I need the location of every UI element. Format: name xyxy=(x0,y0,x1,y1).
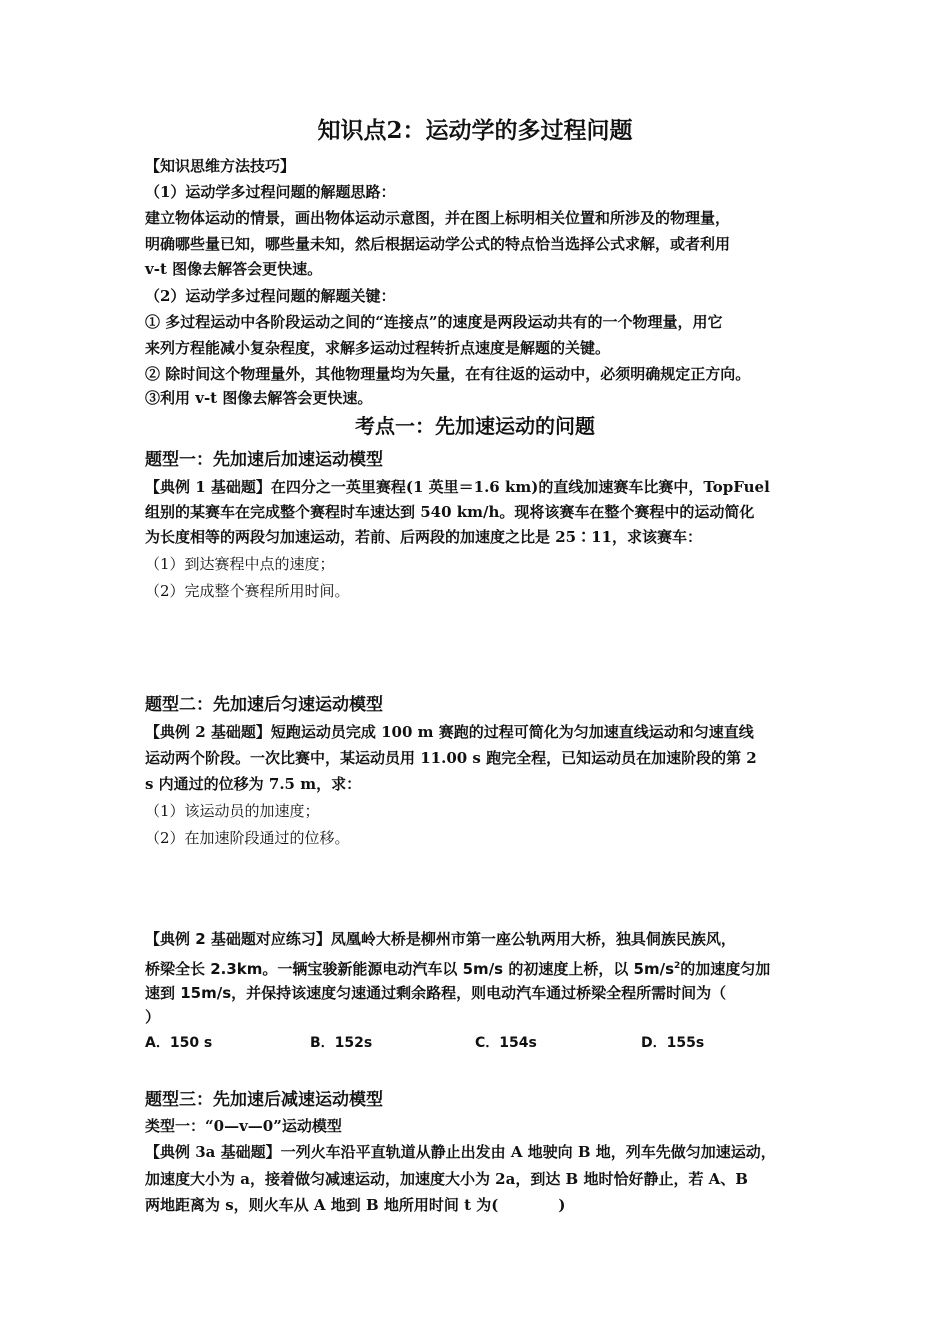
type2-question: （2）在加速阶段通过的位移。 xyxy=(145,829,350,847)
method-p1-line: 建立物体运动的情景，画出物体运动示意图，并在图上标明相关位置和所涉及的物理量， xyxy=(145,209,731,227)
method-p1-line: v-t 图像去解答会更快速。 xyxy=(145,260,323,278)
method-p2-line: ② 除时间这个物理量外，其他物理量均为矢量，在有往返的运动中，必须明确规定正方向。 xyxy=(145,365,751,383)
type3-subheading: 类型一：“0—v—0”运动模型 xyxy=(145,1117,342,1135)
type1-line: 组别的某赛车在完成整个赛程时车速达到 540 km/h。现将该赛车在整个赛程中的运动简化 xyxy=(145,503,755,521)
type2-line: s 内通过的位移为 7.5 m，求： xyxy=(145,775,362,793)
method-p2-line: ① 多过程运动中各阶段运动之间的“连接点”的速度是两段运动共有的一个物理量，用它 xyxy=(145,313,723,331)
practice-line: 桥梁全长 2.3km。一辆宝骏新能源电动汽车以 5m/s 的初速度上桥，以 $5m/s^2$的加速度匀加 xyxy=(145,960,771,978)
option-d: D．155s xyxy=(641,1035,705,1051)
type1-question: （1）到达赛程中点的速度； xyxy=(145,555,335,573)
option-b: B．152s xyxy=(310,1035,373,1051)
type1-line: 为长度相等的两段匀加速运动，若前、后两段的加速度之比是 25∶11，求该赛车： xyxy=(145,528,702,546)
method-p2-line: ③利用 v-t 图像去解答会更快速。 xyxy=(145,389,373,407)
type2-heading: 题型二：先加速后匀速运动模型 xyxy=(145,695,383,715)
option-a: A．150 s xyxy=(145,1035,213,1051)
method-p1-title: （1）运动学多过程问题的解题思路： xyxy=(145,183,396,201)
type1-heading: 题型一：先加速后加速运动模型 xyxy=(145,450,383,470)
type1-question: （2）完成整个赛程所用时间。 xyxy=(145,582,350,600)
type3-line: 两地距离为 s，则火车从 A 地到 B 地所用时间 t 为( ) xyxy=(145,1196,566,1214)
practice-line: ） xyxy=(145,1008,161,1026)
type3-heading: 题型三：先加速后减速运动模型 xyxy=(145,1090,383,1110)
type2-question: （1）该运动员的加速度； xyxy=(145,802,320,820)
type2-line: 运动两个阶段。一次比赛中，某运动员用 11.00 s 跑完全程，已知运动员在加速阶段的第 2 xyxy=(145,749,757,767)
method-p2-title: （2）运动学多过程问题的解题关键： xyxy=(145,287,396,305)
section-title: 考点一：先加速运动的问题 xyxy=(355,414,595,438)
practice-line: 【典例 2 基础题对应练习】凤凰岭大桥是柳州市第一座公轨两用大桥，独具侗族民族风， xyxy=(145,930,736,948)
page-title: 知识点2：运动学的多过程问题 xyxy=(317,117,633,144)
type1-line: 【典例 1 基础题】在四分之一英里赛程(1 英里＝1.6 km)的直线加速赛车比赛中，TopFuel xyxy=(145,478,770,496)
option-c: C．154s xyxy=(475,1035,537,1051)
practice-line: 速到 15m/s，并保持该速度匀速通过剩余路程，则电动汽车通过桥梁全程所需时间为（ xyxy=(145,984,727,1002)
type3-line: 加速度大小为 a，接着做匀减速运动，加速度大小为 2a，到达 B 地时恰好静止，若 A、B xyxy=(145,1170,748,1188)
method-p2-line: 来列方程能减小复杂程度，求解多运动过程转折点速度是解题的关键。 xyxy=(145,339,611,357)
method-p1-line: 明确哪些量已知，哪些量未知，然后根据运动学公式的特点恰当选择公式求解，或者利用 xyxy=(145,235,731,253)
method-heading: 【知识思维方法技巧】 xyxy=(145,157,296,175)
type3-line: 【典例 3a 基础题】一列火车沿平直轨道从静止出发由 A 地驶向 B 地，列车先做匀加速运动， xyxy=(145,1143,776,1161)
type2-line: 【典例 2 基础题】短跑运动员完成 100 m 赛跑的过程可简化为匀加速直线运动和匀速直线 xyxy=(145,723,754,741)
